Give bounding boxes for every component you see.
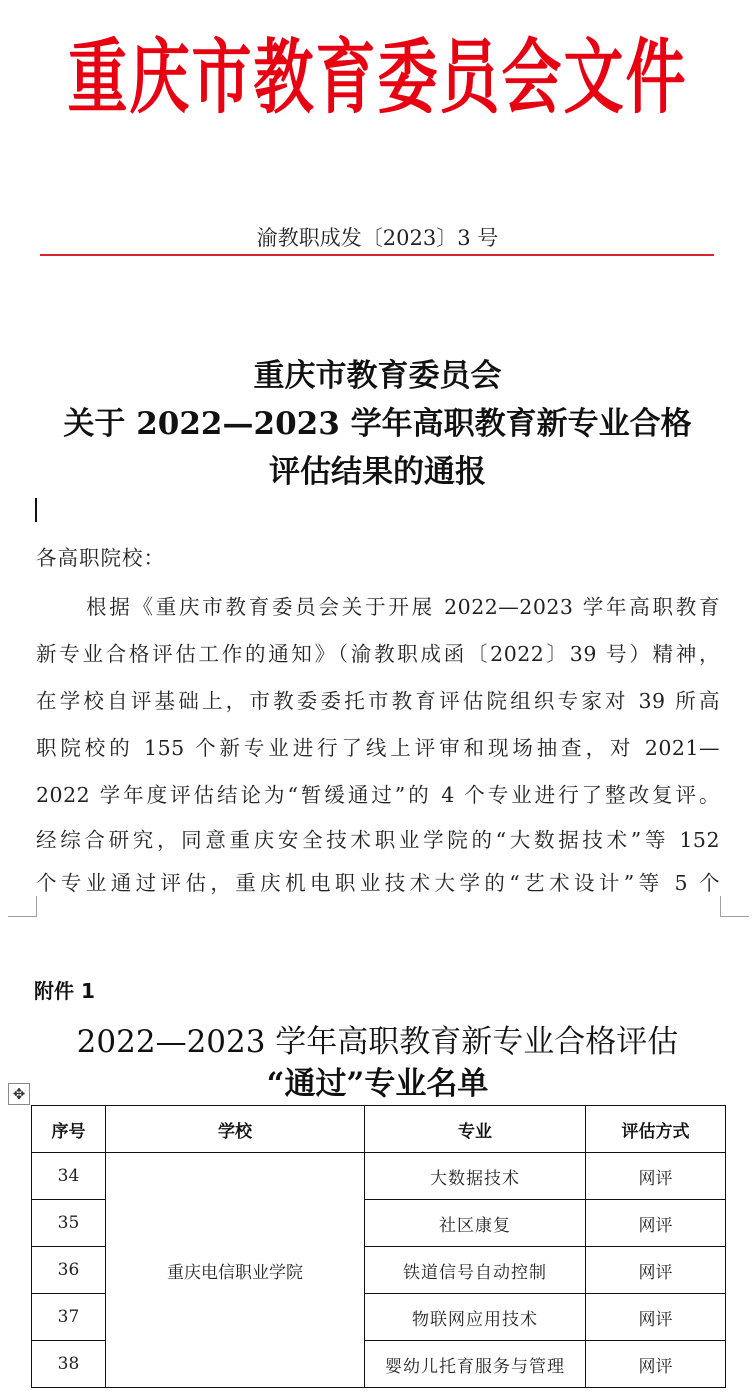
body-line-3: 在学校自评基础上，市教委委托市教育评估院组织专家对 39 所高 [36,689,720,713]
evaluation-method: 网评 [586,1247,726,1294]
major-name: 物联网应用技术 [365,1294,586,1341]
header-index: 序号 [32,1106,106,1153]
header-method: 评估方式 [586,1106,726,1153]
table-header-row [32,1106,726,1153]
salutation: 各高职院校： [36,546,165,570]
text-cursor[interactable] [35,498,37,522]
annex-title-line-1: 2022—2023 学年高职教育新专业合格评估 [76,1024,679,1060]
evaluation-method: 网评 [586,1153,726,1200]
body-line-1: 根据《重庆市教育委员会关于开展 2022—2023 学年高职教育 [86,595,720,619]
major-name: 婴幼儿托育服务与管理 [365,1341,586,1388]
header-major: 专业 [365,1106,586,1153]
table-move-handle-icon[interactable]: ✥ [8,1083,30,1105]
major-name: 铁道信号自动控制 [365,1247,586,1294]
table-row [32,1153,726,1200]
body-line-4: 职院校的 155 个新专业进行了线上评审和现场抽查，对 2021— [36,736,720,760]
annex-label: 附件 1 [34,979,95,1003]
body-line-5: 2022 学年度评估结论为“暂缓通过”的 4 个专业进行了整改复评。 [36,783,720,807]
passed-majors-table [31,1105,726,1388]
row-index: 38 [32,1341,106,1388]
page-corner-mark-right [720,896,749,917]
school-name: 重庆电信职业学院 [106,1153,365,1388]
major-name: 社区康复 [365,1200,586,1247]
notice-title-line-3: 评估结果的通报 [269,454,486,490]
row-index: 37 [32,1294,106,1341]
body-line-2: 新专业合格评估工作的通知》（渝教职成函〔2022〕39 号）精神， [36,642,720,666]
page-corner-mark-left [8,896,37,917]
notice-title-line-2: 关于 2022—2023 学年高职教育新专业合格 [63,406,692,442]
red-divider-line [40,254,714,256]
body-line-7: 个专业通过评估，重庆机电职业技术大学的“艺术设计”等 5 个 [36,871,720,895]
notice-title-line-1: 重庆市教育委员会 [253,358,502,394]
header-school: 学校 [106,1106,365,1153]
major-name: 大数据技术 [365,1153,586,1200]
row-index: 36 [32,1247,106,1294]
evaluation-method: 网评 [586,1294,726,1341]
evaluation-method: 网评 [586,1341,726,1388]
document-number: 渝教职成发〔2023〕3 号 [256,226,499,250]
row-index: 35 [32,1200,106,1247]
body-line-6: 经综合研究，同意重庆安全技术职业学院的“大数据技术”等 152 [36,828,720,852]
evaluation-method: 网评 [586,1200,726,1247]
annex-title-line-2: “通过”专业名单 [266,1066,489,1102]
document-masthead: 重庆市教育委员会文件 [67,31,688,126]
row-index: 34 [32,1153,106,1200]
